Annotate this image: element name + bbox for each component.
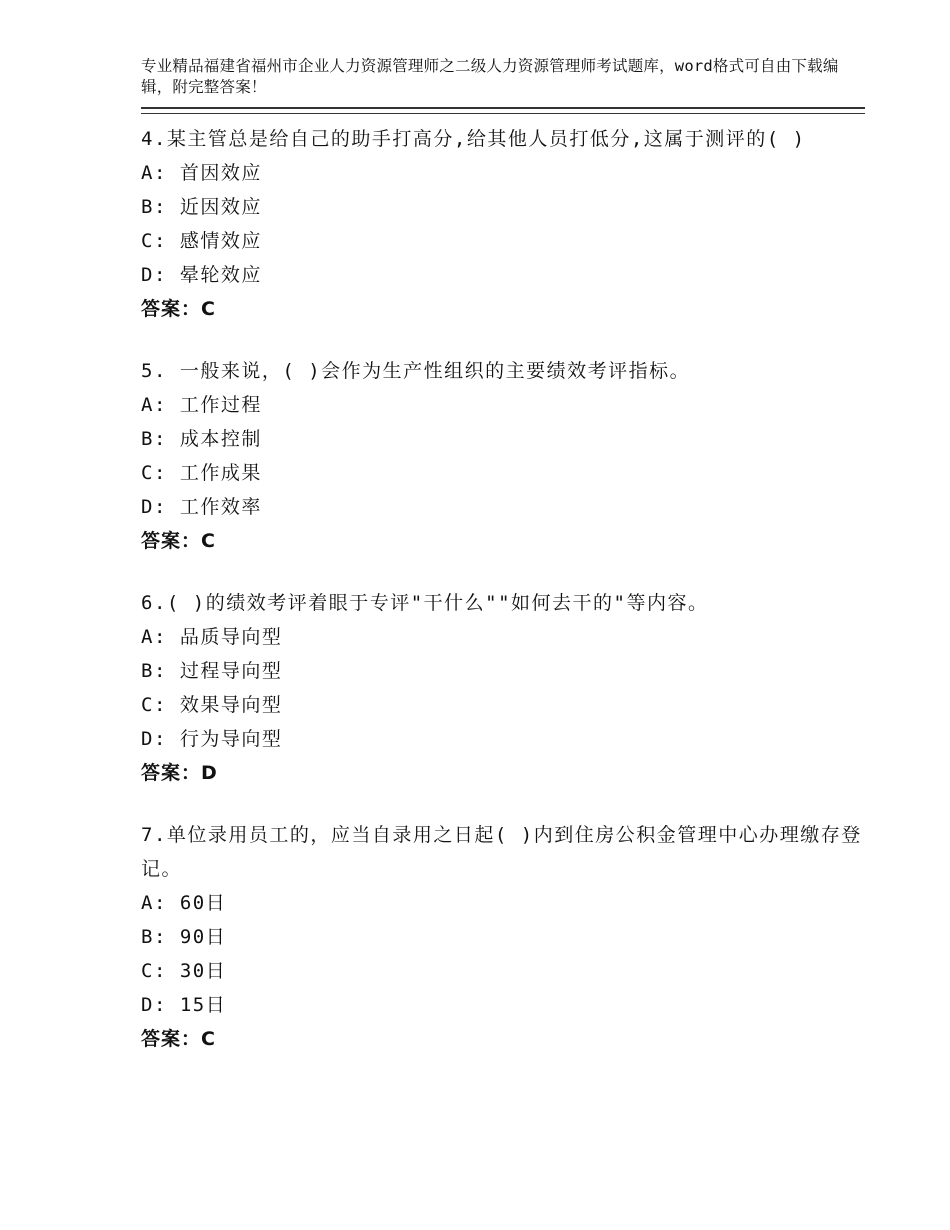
option-d: D: 行为导向型 <box>141 728 283 750</box>
document-page <box>141 56 865 1056</box>
answer-label: 答案：C <box>141 530 216 552</box>
question-stem: 7.单位录用员工的，应当自录用之日起( )内到住房公积金管理中心办理缴存登记。 <box>141 824 862 880</box>
answer-label: 答案：D <box>141 762 218 784</box>
question-5 <box>141 354 865 558</box>
option-b: B: 近因效应 <box>141 196 262 218</box>
option-a: A: 首因效应 <box>141 162 262 184</box>
document-header: 专业精品福建省福州市企业人力资源管理师之二级人力资源管理师考试题库，word格式可自由下载编辑，附完整答案！ <box>141 57 839 96</box>
question-4 <box>141 122 865 326</box>
header-divider <box>141 107 865 114</box>
question-6 <box>141 586 865 790</box>
option-d: D: 工作效率 <box>141 496 262 518</box>
question-stem: 5. 一般来说，( )会作为生产性组织的主要绩效考评指标。 <box>141 360 691 382</box>
option-b: B: 过程导向型 <box>141 660 283 682</box>
option-a: A: 60日 <box>141 892 227 914</box>
question-stem: 4.某主管总是给自己的助手打高分,给其他人员打低分,这属于测评的( ) <box>141 128 806 150</box>
option-c: C: 30日 <box>141 960 227 982</box>
option-a: A: 工作过程 <box>141 394 262 416</box>
option-b: B: 成本控制 <box>141 428 262 450</box>
option-c: C: 效果导向型 <box>141 694 283 716</box>
option-c: C: 工作成果 <box>141 462 262 484</box>
option-a: A: 品质导向型 <box>141 626 283 648</box>
question-stem: 6.( )的绩效考评着眼于专评"干什么""如何去干的"等内容。 <box>141 592 709 614</box>
option-b: B: 90日 <box>141 926 227 948</box>
answer-label: 答案：C <box>141 298 216 320</box>
option-d: D: 晕轮效应 <box>141 264 262 286</box>
option-d: D: 15日 <box>141 994 227 1016</box>
option-c: C: 感情效应 <box>141 230 262 252</box>
answer-label: 答案：C <box>141 1028 216 1050</box>
question-7 <box>141 818 865 1056</box>
